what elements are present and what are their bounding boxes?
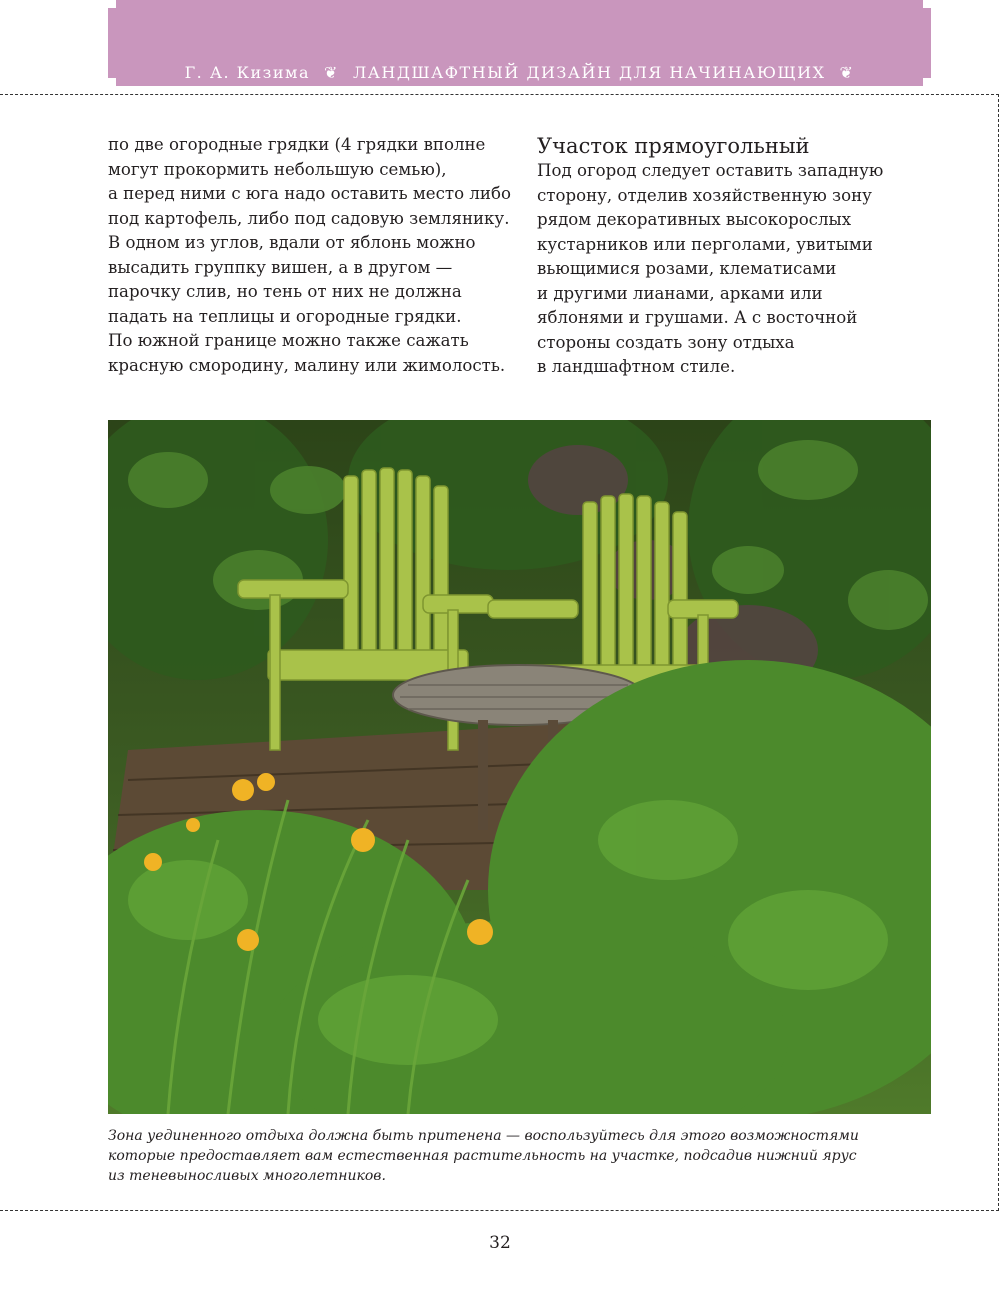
text-line: Под огород следует оставить западную: [537, 161, 884, 180]
left-column: [108, 133, 511, 378]
header-book-title: ЛАНДШАФТНЫЙ ДИЗАЙН ДЛЯ НАЧИНАЮЩИХ: [352, 62, 826, 82]
text-line: в ландшафтном стиле.: [537, 357, 736, 376]
photo-caption: [108, 1126, 931, 1186]
text-line: кустарников или перголами, увитыми: [537, 234, 873, 254]
caption-line: из теневыносливых многолетников.: [108, 1168, 386, 1184]
header-corner-notch: [108, 0, 116, 8]
text-line: парочку слив, но тень от них не должна: [108, 282, 462, 301]
text-line: сторону, отделив хозяйственную зону: [537, 185, 872, 205]
text-line: рядом декоративных высокорослых: [537, 210, 852, 229]
text-line: могут прокормить небольшую семью),: [108, 159, 447, 179]
flourish-icon: ❦: [839, 62, 855, 82]
text-line: а перед ними с юга надо оставить место либо: [108, 184, 511, 203]
text-line: яблонями и грушами. А с восточной: [537, 308, 858, 327]
text-line: вьющимися розами, клематисами: [537, 259, 837, 278]
caption-line: которые предоставляет вам естественная растительность на участке, подсадив нижний ярус: [108, 1148, 857, 1164]
text-line: По южной границе можно также сажать: [108, 331, 469, 350]
right-column: [537, 133, 931, 380]
header-author: Г. А. Кизима: [184, 62, 311, 82]
text-line: В одном из углов, вдали от яблонь можно: [108, 233, 476, 252]
text-line: стороны создать зону отдыха: [537, 332, 795, 352]
text-line: высадить группку вишен, а в другом —: [108, 257, 453, 277]
text-line: и другими лианами, арками или: [537, 283, 823, 303]
text-line: падать на теплицы и огородные грядки.: [108, 306, 462, 326]
section-title: Участок прямоугольный: [537, 134, 810, 158]
caption-line: Зона уединенного отдыха должна быть притенена — воспользуйтесь для этого возможностями: [108, 1128, 859, 1144]
page-number: 32: [489, 1233, 511, 1253]
flourish-icon: ❦: [324, 62, 339, 82]
right-paragraph: [537, 159, 931, 380]
text-line: красную смородину, малину или жимолость.: [108, 355, 506, 375]
running-header: [108, 60, 931, 84]
header-corner-notch: [923, 0, 931, 8]
garden-photo: [108, 420, 931, 1114]
text-line: по две огородные грядки (4 грядки вполне: [108, 135, 486, 154]
text-line: под картофель, либо под садовую землянику.: [108, 208, 510, 228]
left-paragraph: [108, 133, 511, 378]
